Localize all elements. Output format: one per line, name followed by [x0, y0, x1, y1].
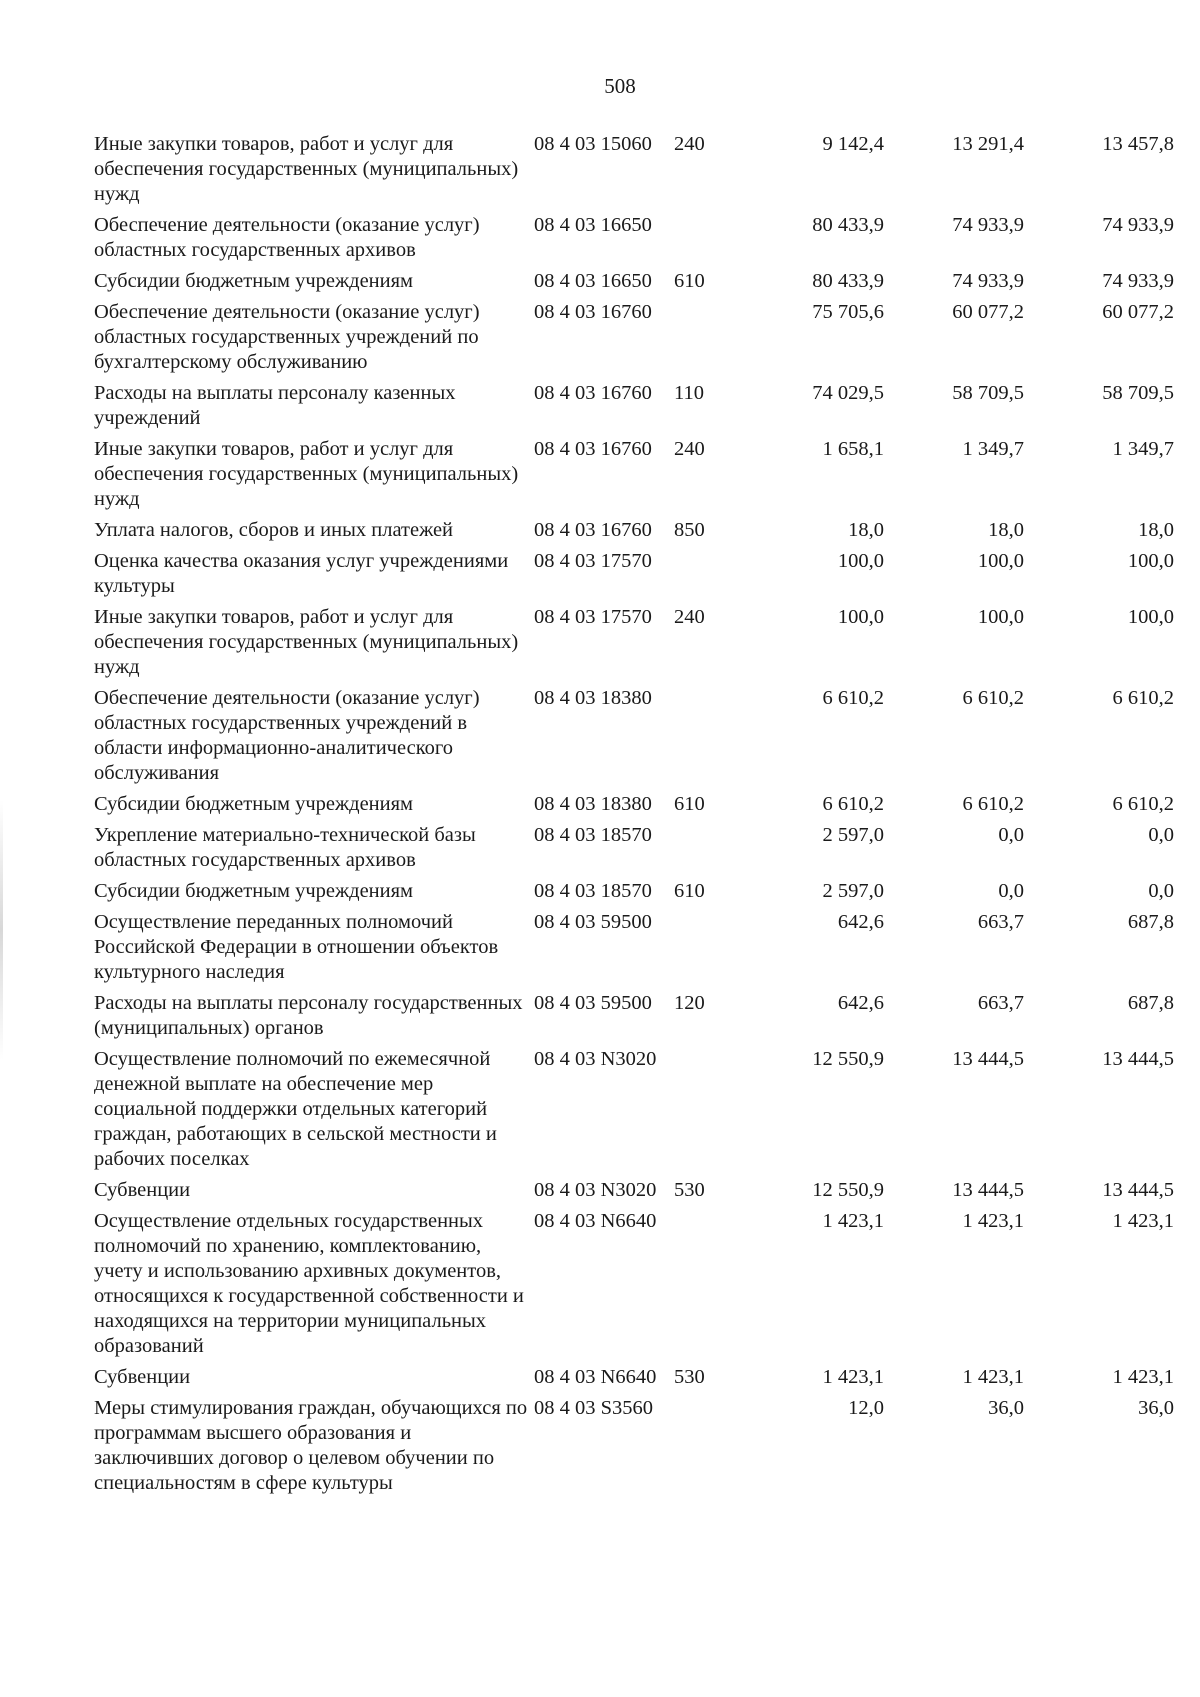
row-value-year-1: 12 550,9 — [812, 1179, 884, 1201]
row-value-year-3: 6 610,2 — [1112, 793, 1174, 815]
row-expense-type: 610 — [674, 880, 705, 902]
row-name: Осуществление переданных полномочий Российской Федерации в отношении объектов культурного наследия — [94, 911, 499, 983]
row-name: Осуществление полномочий по ежемесячной денежной выплате на обеспечение мер социальной поддержки отдельных категорий граждан, работающих в сельской местности и рабочих поселках — [94, 1048, 497, 1170]
row-value-year-1: 6 610,2 — [822, 687, 884, 709]
row-value-year-3: 74 933,9 — [1102, 214, 1174, 236]
row-name: Субсидии бюджетным учреждениям — [94, 880, 414, 902]
row-name: Субсидии бюджетным учреждениям — [94, 793, 414, 815]
row-expense-type — [674, 1047, 734, 1178]
row-value-year-1: 100,0 — [837, 606, 884, 628]
row-value-year-1: 1 423,1 — [822, 1210, 884, 1232]
row-value-year-1: 642,6 — [837, 911, 884, 933]
table-row — [94, 1365, 1174, 1396]
row-value-year-3: 13 444,5 — [1102, 1179, 1174, 1201]
row-value-year-3: 6 610,2 — [1112, 687, 1174, 709]
row-value-year-3: 0,0 — [1148, 824, 1174, 846]
row-name: Оценка качества оказания услуг учреждениями культуры — [94, 550, 509, 597]
table-row — [94, 132, 1174, 213]
row-name: Иные закупки товаров, работ и услуг для обеспечения государственных (муниципальных) нужд — [94, 133, 519, 205]
row-value-year-1: 642,6 — [837, 992, 884, 1014]
row-value-year-3: 18,0 — [1138, 519, 1174, 541]
table-row — [94, 269, 1174, 300]
row-name: Иные закупки товаров, работ и услуг для обеспечения государственных (муниципальных) нужд — [94, 438, 519, 510]
row-expense-type — [674, 823, 734, 879]
row-name: Обеспечение деятельности (оказание услуг) областных государственных архивов — [94, 214, 480, 261]
row-value-year-3: 100,0 — [1127, 606, 1174, 628]
table-row — [94, 213, 1174, 269]
row-code: 08 4 03 16760 — [534, 438, 652, 460]
row-code: 08 4 03 16760 — [534, 301, 652, 323]
row-value-year-1: 2 597,0 — [822, 880, 884, 902]
row-expense-type — [674, 549, 734, 605]
row-value-year-2: 74 933,9 — [952, 214, 1024, 236]
table-row — [94, 910, 1174, 991]
row-value-year-2: 1 423,1 — [962, 1366, 1024, 1388]
row-value-year-2: 663,7 — [977, 992, 1024, 1014]
row-name: Обеспечение деятельности (оказание услуг) областных государственных учреждений по бухгалтерскому обслуживанию — [94, 301, 480, 373]
table-row — [94, 605, 1174, 686]
table-row — [94, 381, 1174, 437]
row-code: 08 4 03 59500 — [534, 911, 652, 933]
table-row — [94, 991, 1174, 1047]
row-value-year-3: 1 423,1 — [1112, 1210, 1174, 1232]
row-expense-type — [674, 910, 734, 991]
row-code: 08 4 03 17570 — [534, 550, 652, 572]
row-code: 08 4 03 18570 — [534, 880, 652, 902]
row-code: 08 4 03 15060 — [534, 133, 652, 155]
table-row — [94, 1178, 1174, 1209]
row-code: 08 4 03 18380 — [534, 793, 652, 815]
row-value-year-3: 13 444,5 — [1102, 1048, 1174, 1070]
row-expense-type: 530 — [674, 1179, 705, 1201]
row-expense-type — [674, 686, 734, 792]
row-value-year-2: 58 709,5 — [952, 382, 1024, 404]
page-number: 508 — [604, 74, 636, 98]
table-row — [94, 1396, 1174, 1502]
budget-table — [94, 132, 1174, 1502]
row-value-year-2: 6 610,2 — [962, 793, 1024, 815]
row-expense-type: 240 — [674, 606, 705, 628]
row-name: Субвенции — [94, 1366, 191, 1388]
row-value-year-3: 58 709,5 — [1102, 382, 1174, 404]
row-expense-type: 120 — [674, 992, 705, 1014]
row-code: 08 4 03 N6640 — [534, 1210, 657, 1232]
row-value-year-2: 100,0 — [977, 606, 1024, 628]
table-row — [94, 518, 1174, 549]
row-expense-type: 610 — [674, 793, 705, 815]
row-value-year-3: 74 933,9 — [1102, 270, 1174, 292]
row-code: 08 4 03 N3020 — [534, 1048, 657, 1070]
row-code: 08 4 03 S3560 — [534, 1397, 654, 1419]
row-value-year-1: 80 433,9 — [812, 270, 884, 292]
row-code: 08 4 03 N6640 — [534, 1366, 657, 1388]
row-value-year-2: 1 423,1 — [962, 1210, 1024, 1232]
row-name: Расходы на выплаты персоналу казенных учреждений — [94, 382, 456, 429]
row-name: Иные закупки товаров, работ и услуг для обеспечения государственных (муниципальных) нужд — [94, 606, 519, 678]
row-value-year-3: 60 077,2 — [1102, 301, 1174, 323]
row-expense-type: 850 — [674, 519, 705, 541]
row-name: Субсидии бюджетным учреждениям — [94, 270, 414, 292]
row-value-year-2: 60 077,2 — [952, 301, 1024, 323]
row-value-year-2: 0,0 — [998, 824, 1024, 846]
row-expense-type — [674, 213, 734, 269]
row-code: 08 4 03 59500 — [534, 992, 652, 1014]
row-code: 08 4 03 N3020 — [534, 1179, 657, 1201]
row-expense-type: 110 — [674, 382, 704, 404]
row-value-year-2: 0,0 — [998, 880, 1024, 902]
table-row — [94, 686, 1174, 792]
row-code: 08 4 03 16760 — [534, 519, 652, 541]
row-value-year-3: 1 349,7 — [1112, 438, 1174, 460]
row-code: 08 4 03 16650 — [534, 270, 652, 292]
row-value-year-3: 100,0 — [1127, 550, 1174, 572]
row-value-year-3: 687,8 — [1127, 992, 1174, 1014]
row-value-year-2: 13 291,4 — [952, 133, 1024, 155]
row-code: 08 4 03 16650 — [534, 214, 652, 236]
row-value-year-3: 1 423,1 — [1112, 1366, 1174, 1388]
table-row — [94, 823, 1174, 879]
row-value-year-1: 12 550,9 — [812, 1048, 884, 1070]
row-expense-type: 240 — [674, 438, 705, 460]
row-value-year-2: 13 444,5 — [952, 1179, 1024, 1201]
row-expense-type: 240 — [674, 133, 705, 155]
row-name: Субвенции — [94, 1179, 191, 1201]
row-name: Уплата налогов, сборов и иных платежей — [94, 519, 454, 541]
row-expense-type — [674, 1209, 734, 1365]
row-value-year-1: 2 597,0 — [822, 824, 884, 846]
row-code: 08 4 03 18380 — [534, 687, 652, 709]
row-value-year-1: 18,0 — [848, 519, 884, 541]
table-body — [94, 132, 1174, 1502]
row-value-year-1: 75 705,6 — [812, 301, 884, 323]
row-expense-type — [674, 300, 734, 381]
row-value-year-1: 100,0 — [837, 550, 884, 572]
row-value-year-2: 36,0 — [988, 1397, 1024, 1419]
table-row — [94, 437, 1174, 518]
table-row — [94, 549, 1174, 605]
table-row — [94, 792, 1174, 823]
row-value-year-2: 1 349,7 — [962, 438, 1024, 460]
row-value-year-1: 74 029,5 — [812, 382, 884, 404]
row-value-year-2: 100,0 — [977, 550, 1024, 572]
row-value-year-1: 9 142,4 — [822, 133, 884, 155]
row-expense-type: 610 — [674, 270, 705, 292]
row-name: Обеспечение деятельности (оказание услуг) областных государственных учреждений в области информационно-аналитического обслуживания — [94, 687, 480, 784]
row-name: Осуществление отдельных государственных полномочий по хранению, комплектованию, учету и использованию архивных документов, относящихся к государственной собственности и находящихся на территории муниципальных образований — [94, 1210, 524, 1357]
row-value-year-3: 13 457,8 — [1102, 133, 1174, 155]
row-value-year-1: 1 423,1 — [822, 1366, 884, 1388]
row-name: Меры стимулирования граждан, обучающихся по программам высшего образования и заключивших договор о целевом обучении по специальностям в сфере культуры — [94, 1397, 528, 1494]
table-row — [94, 1209, 1174, 1365]
table-row — [94, 1047, 1174, 1178]
row-value-year-1: 80 433,9 — [812, 214, 884, 236]
row-value-year-2: 18,0 — [988, 519, 1024, 541]
row-code: 08 4 03 17570 — [534, 606, 652, 628]
row-value-year-2: 74 933,9 — [952, 270, 1024, 292]
row-value-year-1: 1 658,1 — [822, 438, 884, 460]
row-value-year-3: 0,0 — [1148, 880, 1174, 902]
table-row — [94, 879, 1174, 910]
row-expense-type — [674, 1396, 734, 1502]
row-code: 08 4 03 16760 — [534, 382, 652, 404]
row-value-year-3: 687,8 — [1127, 911, 1174, 933]
row-value-year-1: 12,0 — [848, 1397, 884, 1419]
row-value-year-2: 6 610,2 — [962, 687, 1024, 709]
row-name: Расходы на выплаты персоналу государственных (муниципальных) органов — [94, 992, 523, 1039]
row-name: Укрепление материально-технической базы областных государственных архивов — [94, 824, 476, 871]
row-value-year-1: 6 610,2 — [822, 793, 884, 815]
table-row — [94, 300, 1174, 381]
row-code: 08 4 03 18570 — [534, 824, 652, 846]
row-value-year-2: 13 444,5 — [952, 1048, 1024, 1070]
scan-edge-shadow — [0, 800, 3, 1060]
row-value-year-3: 36,0 — [1138, 1397, 1174, 1419]
row-expense-type: 530 — [674, 1366, 705, 1388]
row-value-year-2: 663,7 — [977, 911, 1024, 933]
